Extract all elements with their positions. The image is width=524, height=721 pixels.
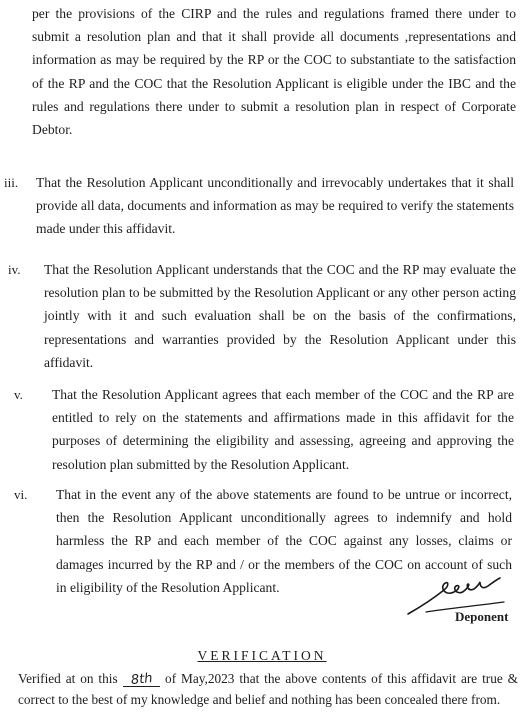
clause-iii-numeral: iii. <box>4 175 19 190</box>
verification-text-start: Verified at on this <box>18 671 118 686</box>
verification-heading: VERIFICATION <box>197 648 327 663</box>
continuation-paragraph: per the provisions of the CIRP and the rules and regulations framed there under to submit a resolution plan and that it shall provide all documents ,representations and information as may be required by the RP or the COC to substantiate to the satisfaction of the RP and the COC that the Resolution Applicant is eligible under the IBC and the rules and regulations there under to submit a resolution plan in respect of Corporate Debtor. <box>32 6 516 138</box>
clause-iii-text: That the Resolution Applicant unconditionally and irrevocably undertakes that it shall provide all data, documents and information as may be required to verify the statements made under this affidavit. <box>36 175 514 237</box>
verification-text-end: of May,2023 that the above contents of this affidavit are true & correct to the best of my knowledge and belief and nothing has been concealed there from. <box>18 671 519 707</box>
clause-v-text: That the Resolution Applicant agrees that each member of the COC and the RP are entitled to rely on the statements and affirmations made in this affidavit for the purposes of determining the eligibility and assessing, agreeing and approving the resolution plan submitted by the Resolution Applicant. <box>52 387 514 472</box>
clause-iv-numeral: iv. <box>8 262 21 277</box>
clause-v-numeral: v. <box>14 387 23 402</box>
date-blank <box>123 671 161 687</box>
clause-vi-text: That in the event any of the above statements are found to be untrue or incorrect, then the Resolution Applicant unconditionally agrees to indemnify and hold harmless the RP and each member of the COC against any losses, claims or damages incurred by the RP and / or the members of the COC on account of such in eligibility of the Resolution Applicant. <box>56 487 512 595</box>
clause-vi-numeral: vi. <box>14 487 28 502</box>
deponent-label: Deponent <box>455 609 509 624</box>
clause-iv-text: That the Resolution Applicant understands that the COC and the RP may evaluate the resolution plan to be submitted by the Resolution Applicant or any other person acting jointly with it and such evaluation shall be on the basis of the confirmations, representations and warranties provided by the Resolution Applicant under this affidavit. <box>44 262 516 370</box>
verification-text <box>18 669 518 710</box>
handwritten-date: 8th <box>129 670 153 689</box>
